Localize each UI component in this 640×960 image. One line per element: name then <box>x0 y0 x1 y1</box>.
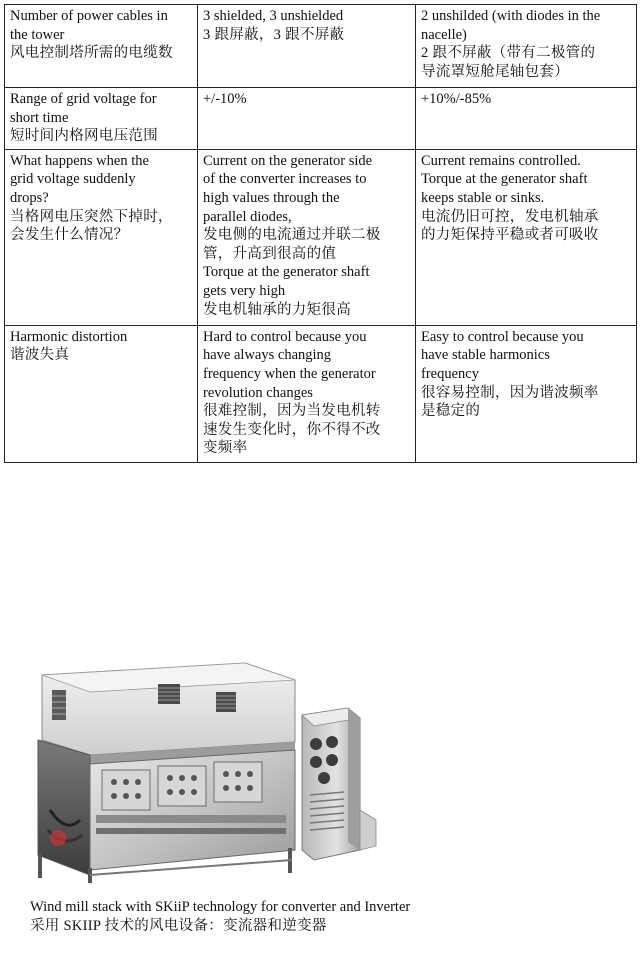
table-cell: 2 unshilded (with diodes in the nacelle) 2 跟不屏蔽（带有二极管的 导流罩短舱尾轴包套） <box>416 5 637 88</box>
table-cell: +/-10% <box>198 88 416 150</box>
large-cabinet <box>38 663 295 883</box>
table-cell: Range of grid voltage for short time 短时间内格网电压范围 <box>5 88 198 150</box>
table-row <box>5 88 637 150</box>
table-cell: Current remains controlled. Torque at the generator shaft keeps stable or sinks. 电流仍旧可控，发电机轴承 的力矩保持平稳或者可吸收 <box>416 149 637 325</box>
table-cell: What happens when the grid voltage suddenly drops? 当格网电压突然下掉时， 会发生什么情况？ <box>5 149 198 325</box>
table-row <box>5 325 637 462</box>
table-cell: Current on the generator side of the converter increases to high values through the parallel diodes, 发电侧的电流通过并联二极 管，升高到很高的值 Torque at the generator shaft gets very high 发电机轴承的力矩很高 <box>198 149 416 325</box>
table-cell: Easy to control because you have stable harmonics frequency 很容易控制，因为谐波频率 是稳定的 <box>416 325 637 462</box>
figure-caption <box>30 898 410 936</box>
table-row <box>5 149 637 325</box>
table-cell: 3 shielded, 3 unshielded 3 跟屏蔽，3 跟不屏蔽 <box>198 5 416 88</box>
table-cell: Number of power cables in the tower 风电控制塔所需的电缆数 <box>5 5 198 88</box>
caption-en: Wind mill stack with SKiiP technology for converter and Inverter <box>30 899 411 915</box>
small-module-cabinet <box>302 708 376 860</box>
comparison-table <box>4 4 637 463</box>
table-cell: Harmonic distortion 谐波失真 <box>5 325 198 462</box>
converter-cabinet-photo <box>30 660 380 885</box>
table-row <box>5 5 637 88</box>
caption-zh: 采用 SKIIP 技术的风电设备：变流器和逆变器 <box>30 918 327 934</box>
table-cell: +10%/-85% <box>416 88 637 150</box>
table-cell: Hard to control because you have always changing frequency when the generator revolution changes 很难控制，因为当发电机转 速发生变化时，你不得不改 变频率 <box>198 325 416 462</box>
